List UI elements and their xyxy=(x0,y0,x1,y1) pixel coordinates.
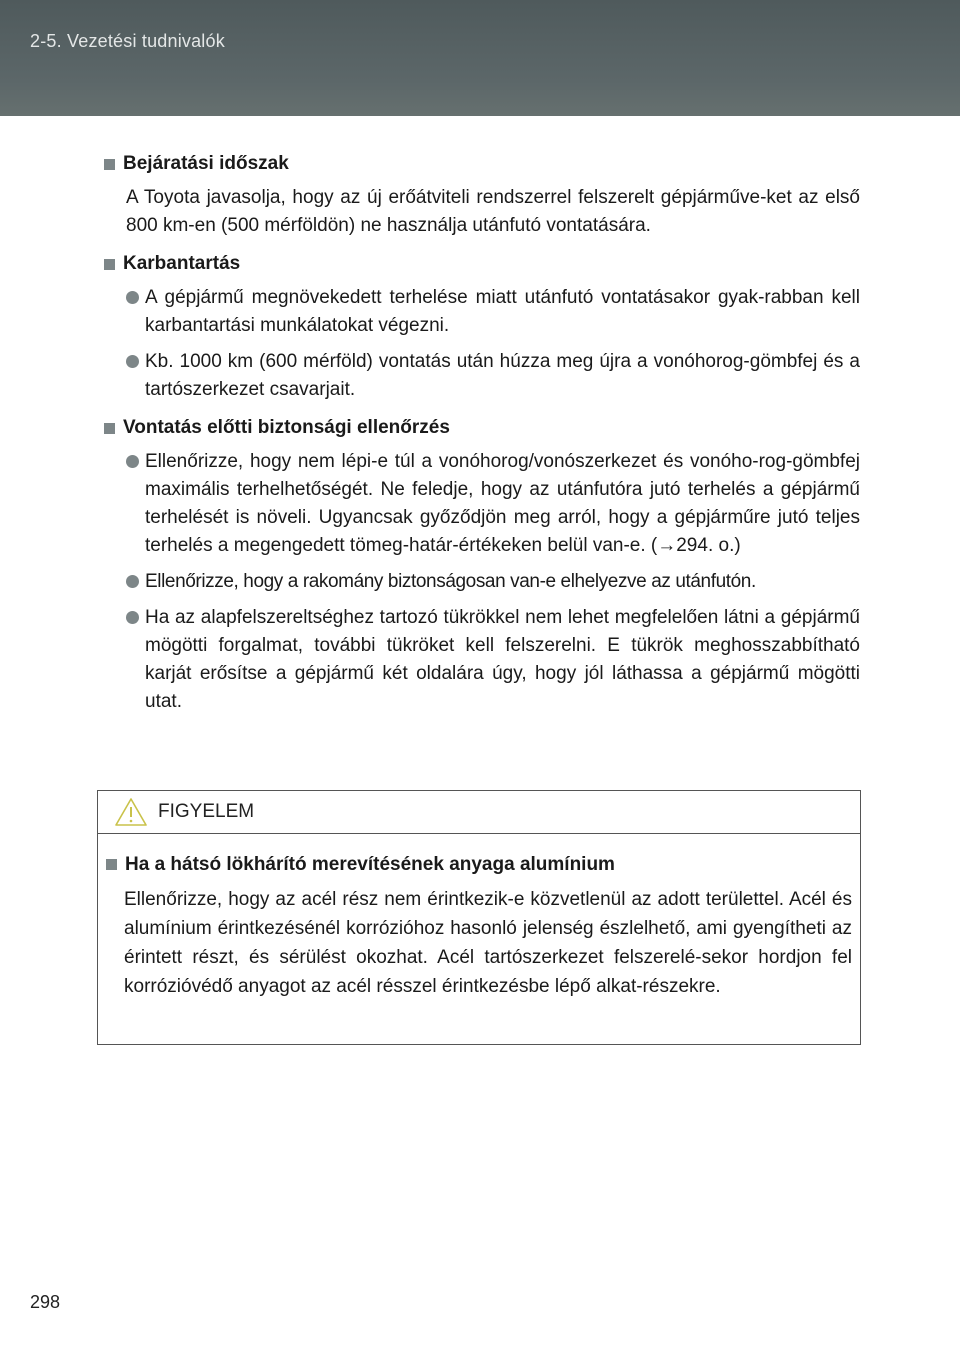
section-title-maintenance xyxy=(104,250,860,278)
square-bullet-icon xyxy=(104,159,115,170)
page-header xyxy=(0,0,960,116)
list-item-text: A gépjármű megnövekedett terhelése miatt utánfutó vontatásakor gyak-rabban kell karbantartási munkálatokat végezni. xyxy=(145,287,860,336)
section-paragraph: A Toyota javasolja, hogy az új erőátviteli rendszerrel felszerelt gépjárműve-ket az első 800 km-en (500 mérföldön) ne használja utánfutó vontatására. xyxy=(126,187,860,236)
warning-box xyxy=(97,790,861,1045)
list-item xyxy=(104,284,860,340)
round-bullet-icon xyxy=(126,291,139,304)
warning-triangle-icon xyxy=(114,797,148,827)
list-item xyxy=(104,568,860,596)
list-item-text: Kb. 1000 km (600 mérföld) vontatás után húzza meg újra a vonóhorog-gömbfej és a tartószerkezet csavarjait. xyxy=(145,351,860,400)
section-title-text: Karbantartás xyxy=(123,253,241,274)
round-bullet-icon xyxy=(126,575,139,588)
list-item xyxy=(104,604,860,716)
list-item xyxy=(104,348,860,404)
round-bullet-icon xyxy=(126,611,139,624)
section-title-break-in xyxy=(104,150,860,178)
round-bullet-icon xyxy=(126,455,139,468)
list-item-text: Ha az alapfelszereltséghez tartozó tükrökkel nem lehet megfelelően látni a gépjármű mögötti forgalmat, további tükröket kell felszerelni. E tükrök meghosszabbítható karját erősítse a gépjármű két oldalára úgy, hogy jól láthassa a gépjármű mögötti utat. xyxy=(145,607,860,712)
warning-paragraph: Ellenőrizze, hogy az acél rész nem érintkezik-e közvetlenül az adott területtel. Acél és alumínium érintkezésénél korrózióhoz hasonló jelenség észlelhető, ami gyengítheti az érintett részt, és sérülést okozhat. Acél tartószerkezet felszerelé-sekor hordjon fel korrózióvédő anyagot az acél résszel érintkezésbe lépő alkat-részekre. xyxy=(124,889,852,997)
warning-label: FIGYELEM xyxy=(158,801,255,822)
section-title-text: Vontatás előtti biztonsági ellenőrzés xyxy=(123,417,450,438)
main-content xyxy=(104,150,860,724)
warning-subtitle xyxy=(106,850,852,879)
list-item-text: Ellenőrizze, hogy a rakomány biztonságosan van-e elhelyezve az utánfutón. xyxy=(145,571,756,592)
warning-body xyxy=(98,834,860,1001)
warning-header xyxy=(98,791,860,834)
list-item-text: Ellenőrizze, hogy nem lépi-e túl a vonóhorog/vonószerkezet és vonóho-rog-gömbfej maximális terhelhetőségét. Ne feledje, hogy az utánfutóra jutó terhelés a gépjármű terhelését is növeli. Ugyancsak győződjön meg arról, hogy a gépjárműre jutó teljes terhelés a megengedett tömeg-határ-értékeken belül van-e. (→294. o.) xyxy=(145,451,860,556)
list-item xyxy=(104,448,860,560)
page-number: 298 xyxy=(30,1292,61,1312)
section-title-text: Bejáratási időszak xyxy=(123,153,289,174)
section-title-safety-check xyxy=(104,414,860,442)
section-heading: 2-5. Vezetési tudnivalók xyxy=(30,31,225,51)
square-bullet-icon xyxy=(104,423,115,434)
square-bullet-icon xyxy=(106,859,117,870)
round-bullet-icon xyxy=(126,355,139,368)
square-bullet-icon xyxy=(104,259,115,270)
warning-subtitle-text: Ha a hátsó lökhárító merevítésének anyaga alumínium xyxy=(125,854,615,875)
